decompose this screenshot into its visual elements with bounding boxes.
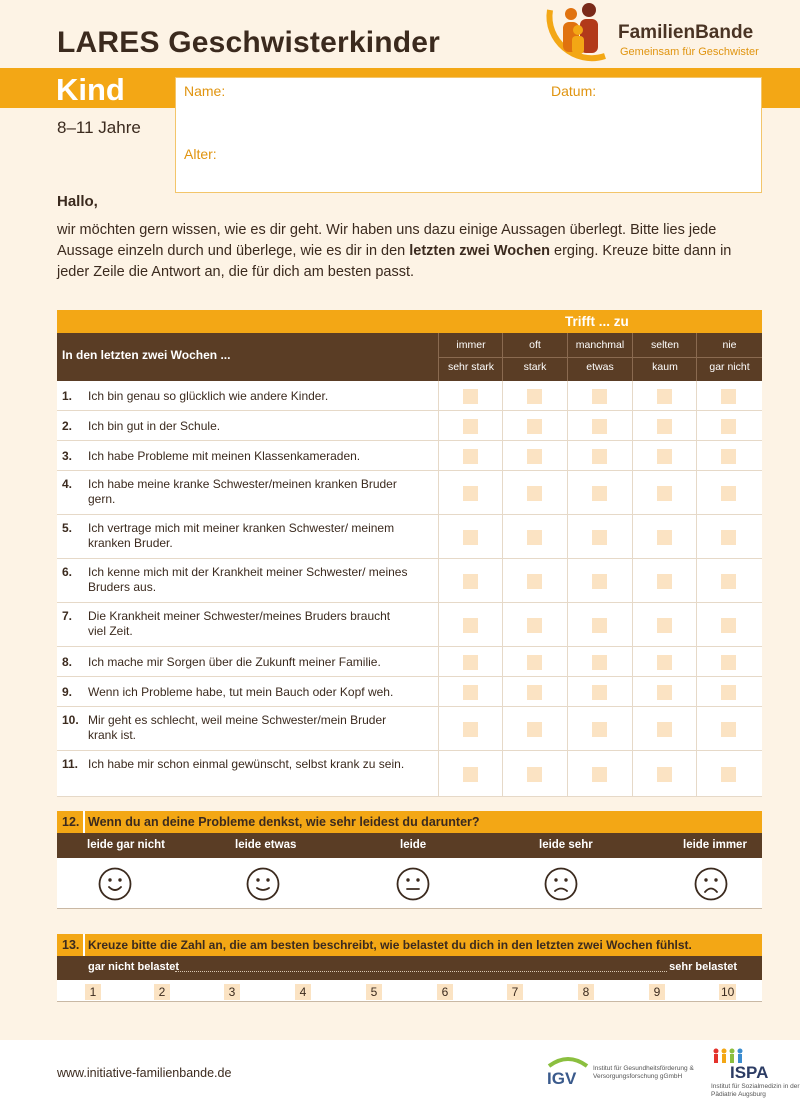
answer-checkbox[interactable] xyxy=(463,530,478,545)
row-statement: Die Krankheit meiner Schwester/meines Bruders braucht viel Zeit. xyxy=(88,609,391,638)
answer-cell xyxy=(502,559,567,602)
answer-cell xyxy=(567,707,632,750)
question-13 xyxy=(57,934,762,1002)
row-statement: Ich mache mir Sorgen über die Zukunft meiner Familie. xyxy=(88,655,381,669)
question-13-text: Kreuze bitte die Zahl an, die am besten beschreibt, wie belastet du dich in den letzten zwei Wochen fühlst. xyxy=(88,938,692,952)
row-statement: Ich vertrage mich mit meiner kranken Schwester/ meinem kranken Bruder. xyxy=(88,521,395,550)
answer-cell xyxy=(632,603,697,646)
table-row xyxy=(57,381,762,411)
row-number: 8. xyxy=(62,655,73,669)
scale-left-label: gar nicht belastet xyxy=(88,961,180,973)
answer-checkbox[interactable] xyxy=(527,419,542,434)
very-sad-face-icon[interactable] xyxy=(694,867,728,901)
personal-info-box xyxy=(175,77,762,193)
suffering-option-label: leide xyxy=(400,839,427,851)
answer-cell xyxy=(438,559,503,602)
answer-checkbox[interactable] xyxy=(527,618,542,633)
answer-checkbox[interactable] xyxy=(463,449,478,464)
burden-scale-option[interactable]: 6 xyxy=(437,984,453,1000)
answer-cell xyxy=(502,751,567,796)
table-row xyxy=(57,441,762,471)
burden-scale-option[interactable]: 8 xyxy=(578,984,594,1000)
suffering-option-label: leide sehr xyxy=(539,839,593,851)
question-12-text: Wenn du an deine Probleme denkst, wie sehr leidest du darunter? xyxy=(88,815,480,829)
answer-cell xyxy=(502,411,567,440)
answer-checkbox[interactable] xyxy=(657,655,672,670)
column-intensity: etwas xyxy=(586,361,614,373)
table-row xyxy=(57,647,762,677)
answer-cell xyxy=(438,381,503,410)
answer-cell xyxy=(438,603,503,646)
answer-cell xyxy=(567,559,632,602)
row-number: 2. xyxy=(62,419,73,433)
answer-checkbox[interactable] xyxy=(657,389,672,404)
row-statement: Ich habe mir schon einmal gewünscht, selbst krank zu sein. xyxy=(88,757,405,771)
answer-checkbox[interactable] xyxy=(721,530,736,545)
column-header xyxy=(696,333,762,381)
page-title: LARES Geschwisterkinder xyxy=(57,26,441,59)
column-header xyxy=(438,333,503,381)
row-number: 6. xyxy=(62,565,73,579)
date-field[interactable]: Datum: xyxy=(551,83,597,99)
column-frequency: oft xyxy=(529,339,541,351)
burden-scale-option[interactable]: 3 xyxy=(224,984,240,1000)
row-number: 7. xyxy=(62,609,73,623)
answer-cell xyxy=(502,647,567,676)
answer-checkbox[interactable] xyxy=(721,618,736,633)
column-frequency: immer xyxy=(456,339,486,351)
answer-checkbox[interactable] xyxy=(657,767,672,782)
answer-checkbox[interactable] xyxy=(463,685,478,700)
sad-face-icon[interactable] xyxy=(544,867,578,901)
answer-cell xyxy=(696,381,762,410)
row-statement: Ich bin genau so glücklich wie andere Kinder. xyxy=(88,389,329,403)
table-row xyxy=(57,707,762,751)
answer-checkbox[interactable] xyxy=(721,574,736,589)
answer-checkbox[interactable] xyxy=(721,486,736,501)
answer-checkbox[interactable] xyxy=(592,655,607,670)
answer-cell xyxy=(502,677,567,706)
answer-cell xyxy=(632,471,697,514)
answer-checkbox[interactable] xyxy=(463,655,478,670)
answer-checkbox[interactable] xyxy=(527,722,542,737)
answer-cell xyxy=(438,441,503,470)
intro-text: wir möchten gern wissen, wie es dir geht. Wir haben uns dazu einige Aussagen überlegt. Bitte lies jede Aussage einzeln durch und überlege, wie es dir in den letzten zwei Wochen erging. Kreuze bitte dann in jeder Zeile die Antwort an, die für dich am besten passt. xyxy=(57,222,732,280)
question-13-scale xyxy=(57,956,762,980)
column-intensity: stark xyxy=(523,361,547,373)
answer-cell xyxy=(696,647,762,676)
suffering-option-label: leide etwas xyxy=(235,839,297,851)
column-frequency: selten xyxy=(650,339,680,351)
answer-checkbox[interactable] xyxy=(527,655,542,670)
brand-name: FamilienBande xyxy=(618,22,754,43)
question-12-number: 12. xyxy=(62,815,80,829)
answer-checkbox[interactable] xyxy=(657,722,672,737)
row-statement: Ich kenne mich mit der Krankheit meiner Schwester/ meines Bruders aus. xyxy=(88,565,408,594)
answer-cell xyxy=(567,441,632,470)
answer-checkbox[interactable] xyxy=(721,655,736,670)
svg-text:IGV: IGV xyxy=(547,1069,577,1088)
row-statement: Ich bin gut in der Schule. xyxy=(88,419,221,433)
answer-cell xyxy=(632,381,697,410)
column-intensity: sehr stark xyxy=(447,361,495,373)
question-12 xyxy=(57,811,762,909)
answer-checkbox[interactable] xyxy=(721,767,736,782)
column-header xyxy=(632,333,697,381)
table-row xyxy=(57,515,762,559)
answer-checkbox[interactable] xyxy=(721,389,736,404)
answer-checkbox[interactable] xyxy=(721,419,736,434)
row-number: 3. xyxy=(62,449,73,463)
answer-checkbox[interactable] xyxy=(463,574,478,589)
answer-cell xyxy=(567,515,632,558)
answer-cell xyxy=(438,707,503,750)
name-field[interactable]: Name: xyxy=(184,83,226,99)
column-frequency: nie xyxy=(722,339,737,351)
answer-cell xyxy=(438,751,503,796)
answer-checkbox[interactable] xyxy=(592,722,607,737)
column-frequency: manchmal xyxy=(575,339,625,351)
row-statement: Ich habe Probleme mit meinen Klassenkameraden. xyxy=(88,449,361,463)
answer-cell xyxy=(502,441,567,470)
burden-scale-option[interactable]: 9 xyxy=(649,984,665,1000)
table-row xyxy=(57,471,762,515)
answer-cell xyxy=(632,441,697,470)
answer-cell xyxy=(696,515,762,558)
igv-text: Institut für Gesundheitsförderung & Versorgungsforschung gGmbH xyxy=(593,1065,694,1080)
answer-cell xyxy=(438,647,503,676)
row-number: 11. xyxy=(62,757,79,771)
burden-scale-option[interactable]: 10 xyxy=(721,985,735,999)
answer-cell xyxy=(632,677,697,706)
answer-checkbox[interactable] xyxy=(527,530,542,545)
answer-checkbox[interactable] xyxy=(592,574,607,589)
answer-checkbox[interactable] xyxy=(592,486,607,501)
table-row xyxy=(57,751,762,797)
answer-cell xyxy=(632,707,697,750)
answer-checkbox[interactable] xyxy=(592,389,607,404)
answer-checkbox[interactable] xyxy=(463,767,478,782)
very-happy-face-icon[interactable] xyxy=(98,867,132,901)
table-row xyxy=(57,603,762,647)
igv-logo xyxy=(545,1056,591,1088)
table-row xyxy=(57,559,762,603)
row-number: 1. xyxy=(62,389,73,403)
happy-face-icon[interactable] xyxy=(246,867,280,901)
answer-cell xyxy=(502,471,567,514)
answer-checkbox[interactable] xyxy=(592,685,607,700)
row-number: 5. xyxy=(62,521,73,535)
table-body xyxy=(57,381,762,797)
answer-cell xyxy=(502,603,567,646)
answer-cell xyxy=(696,603,762,646)
scale-right-label: sehr belastet xyxy=(669,961,737,973)
answer-cell xyxy=(632,559,697,602)
row-number: 10. xyxy=(62,713,79,727)
answer-checkbox[interactable] xyxy=(463,722,478,737)
answer-checkbox[interactable] xyxy=(527,389,542,404)
burden-scale-option[interactable]: 5 xyxy=(366,984,382,1000)
answer-cell xyxy=(696,707,762,750)
answer-cell xyxy=(567,751,632,796)
answer-checkbox[interactable] xyxy=(657,419,672,434)
answer-cell xyxy=(696,441,762,470)
answer-cell xyxy=(696,751,762,796)
answer-checkbox[interactable] xyxy=(527,685,542,700)
burden-scale-option[interactable]: 4 xyxy=(295,984,311,1000)
suffering-option-label: leide gar nicht xyxy=(87,839,165,851)
column-header xyxy=(567,333,632,381)
column-intensity: gar nicht xyxy=(709,361,750,373)
burden-scale-option[interactable]: 1 xyxy=(85,984,101,1000)
question-12-scale xyxy=(57,833,762,858)
ispa-text: Institut für Sozialmedizin in der Pädiatrie Augsburg xyxy=(711,1083,800,1098)
answer-checkbox[interactable] xyxy=(657,618,672,633)
answer-checkbox[interactable] xyxy=(657,449,672,464)
answer-checkbox[interactable] xyxy=(527,486,542,501)
question-13-number: 13. xyxy=(62,938,80,952)
table-left-header: In den letzten zwei Wochen ... xyxy=(62,348,231,362)
answer-cell xyxy=(696,677,762,706)
table-row xyxy=(57,411,762,441)
column-header xyxy=(502,333,567,381)
answer-checkbox[interactable] xyxy=(463,618,478,633)
answer-cell xyxy=(632,751,697,796)
answer-checkbox[interactable] xyxy=(657,530,672,545)
table-top-bar xyxy=(57,310,762,333)
answer-cell xyxy=(567,471,632,514)
answer-cell xyxy=(438,677,503,706)
answer-cell xyxy=(696,471,762,514)
age-field[interactable]: Alter: xyxy=(184,146,217,162)
answer-checkbox[interactable] xyxy=(721,449,736,464)
greeting: Hallo, xyxy=(57,193,98,210)
answer-checkbox[interactable] xyxy=(527,449,542,464)
answer-cell xyxy=(696,559,762,602)
answer-cell xyxy=(696,411,762,440)
answer-checkbox[interactable] xyxy=(527,574,542,589)
answer-cell xyxy=(632,647,697,676)
burden-scale-option[interactable]: 2 xyxy=(154,984,170,1000)
answer-cell xyxy=(438,515,503,558)
answer-checkbox[interactable] xyxy=(657,574,672,589)
answer-cell xyxy=(502,707,567,750)
answer-checkbox[interactable] xyxy=(592,618,607,633)
age-range: 8–11 Jahre xyxy=(57,118,141,137)
suffering-option-label: leide immer xyxy=(683,839,747,851)
table-row xyxy=(57,677,762,707)
target-group-label: Kind xyxy=(56,72,125,107)
answer-checkbox[interactable] xyxy=(592,767,607,782)
answer-cell xyxy=(567,647,632,676)
answer-cell xyxy=(502,381,567,410)
answer-cell xyxy=(567,677,632,706)
burden-scale-option[interactable]: 7 xyxy=(507,984,523,1000)
trifft-label: Trifft ... zu xyxy=(565,314,629,329)
answer-checkbox[interactable] xyxy=(592,530,607,545)
answer-checkbox[interactable] xyxy=(463,419,478,434)
answer-checkbox[interactable] xyxy=(657,685,672,700)
answer-cell xyxy=(567,603,632,646)
row-statement: Mir geht es schlecht, weil meine Schwester/mein Bruder krank ist. xyxy=(88,713,387,742)
answer-cell xyxy=(567,411,632,440)
answer-checkbox[interactable] xyxy=(463,389,478,404)
row-statement: Ich habe meine kranke Schwester/meinen kranken Bruder gern. xyxy=(88,477,397,506)
answer-cell xyxy=(438,411,503,440)
answer-checkbox[interactable] xyxy=(592,449,607,464)
answer-cell xyxy=(502,515,567,558)
brand-subtitle: Gemeinsam für Geschwister xyxy=(620,46,759,58)
neutral-face-icon[interactable] xyxy=(396,867,430,901)
answer-checkbox[interactable] xyxy=(463,486,478,501)
answer-checkbox[interactable] xyxy=(657,486,672,501)
question-12-bar xyxy=(57,811,762,833)
row-number: 4. xyxy=(62,477,73,491)
row-number: 9. xyxy=(62,685,73,699)
website-link[interactable]: www.initiative-familienbande.de xyxy=(57,1066,232,1080)
answer-checkbox[interactable] xyxy=(721,722,736,737)
answer-checkbox[interactable] xyxy=(592,419,607,434)
row-statement: Wenn ich Probleme habe, tut mein Bauch oder Kopf weh. xyxy=(88,685,394,699)
ispa-logo: ISPA xyxy=(730,1063,769,1082)
answer-checkbox[interactable] xyxy=(527,767,542,782)
column-intensity: kaum xyxy=(652,361,678,373)
answer-checkbox[interactable] xyxy=(721,685,736,700)
answer-cell xyxy=(567,381,632,410)
answer-cell xyxy=(438,471,503,514)
question-13-bar xyxy=(57,934,762,956)
answer-cell xyxy=(632,411,697,440)
answer-cell xyxy=(632,515,697,558)
